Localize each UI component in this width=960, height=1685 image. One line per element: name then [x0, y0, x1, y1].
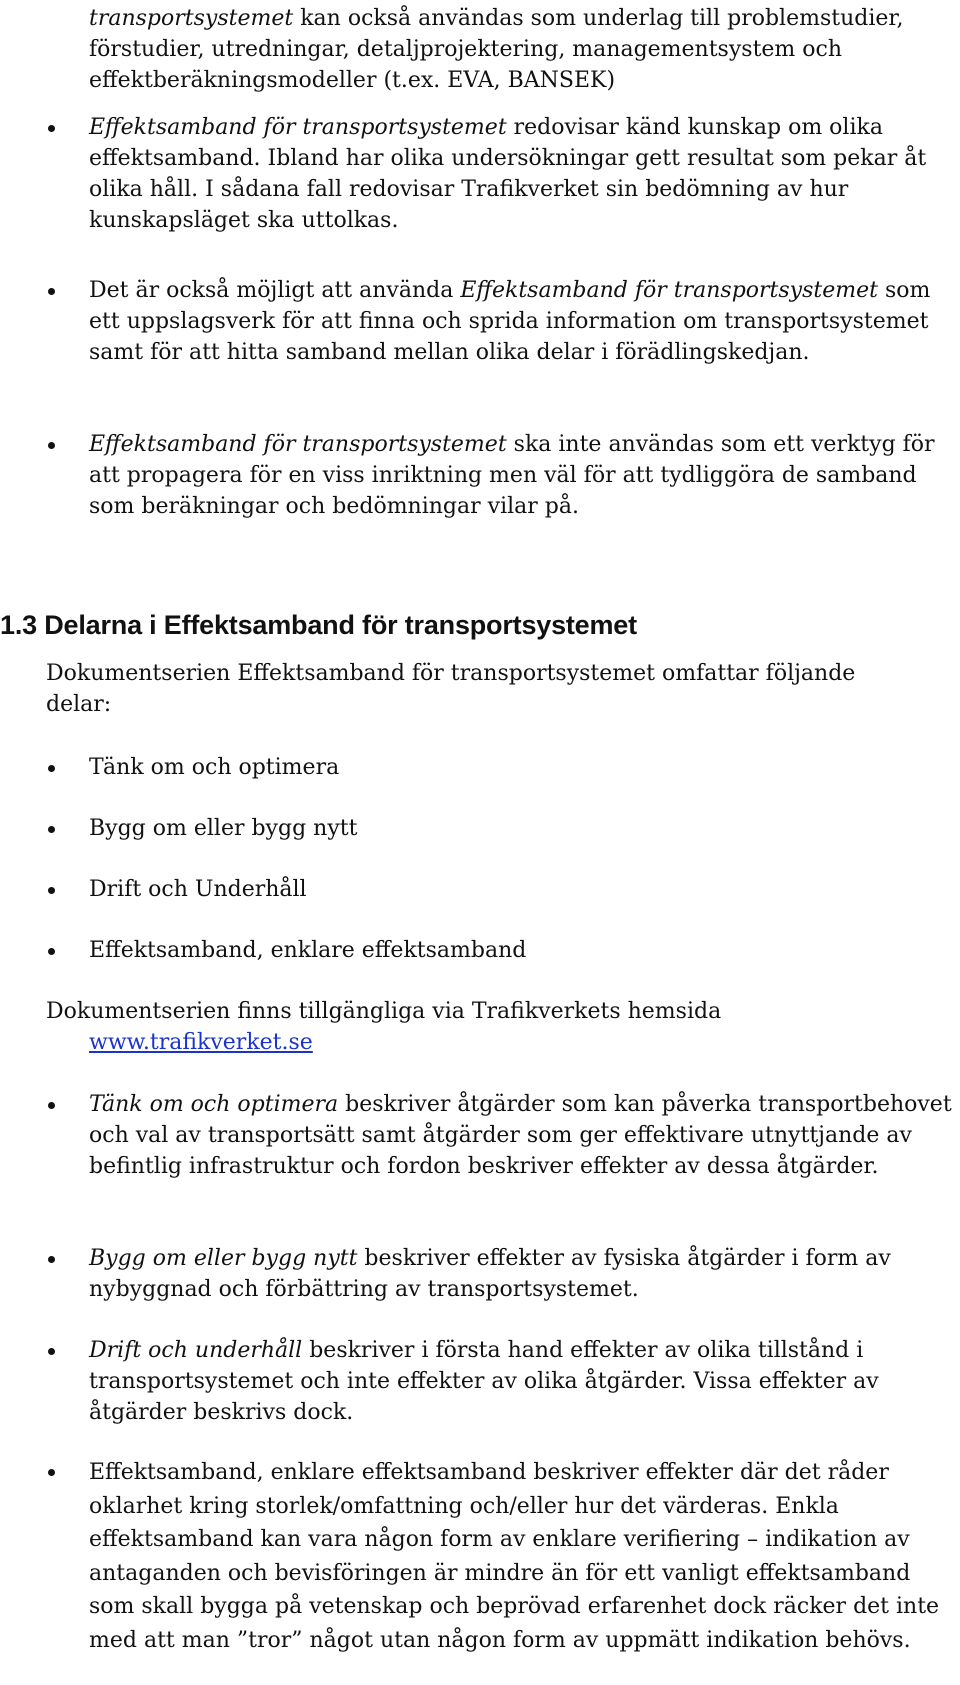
list-item-text: Effektsamband för transportsystemet ska inte användas som ett verktyg för att propagera för en viss inriktning men väl för att tydliggöra de samband som beräkningar och bedömningar vilar på.	[89, 432, 935, 519]
bullet-icon	[48, 826, 55, 833]
emphasis-term: transportsystemet	[89, 6, 294, 31]
availability-paragraph: Dokumentserien finns tillgängliga via Trafikverkets hemsida www.trafikverket.se	[46, 999, 722, 1055]
continuation-paragraph: transportsystemet kan också användas som underlag till problemstudier, förstudier, utredningar, detaljprojektering, managementsystem och effektberäkningsmodeller (t.ex. EVA, BANSEK)	[89, 6, 904, 93]
bullet-icon	[48, 125, 55, 132]
bullet-icon	[48, 948, 55, 955]
bullet-icon	[48, 887, 55, 894]
bullet-icon	[48, 765, 55, 772]
trafikverket-link[interactable]: www.trafikverket.se	[89, 1030, 313, 1055]
document-page: transportsystemet kan också användas som underlag till problemstudier, förstudier, utredningar, detaljprojektering, managementsystem och effektberäkningsmodeller (t.ex. EVA, BANSEK) Effektsamband för transportsystemet redovisar känd kunskap om olika effektsamband. Ibland har olika undersökningar gett resultat som pekar åt olika håll. I sådana fall redovisar Trafikverket sin bedömning av hur kunskapsläget ska uttolkas. Det är också möjligt att använda Effektsamband för transportsystemet som ett uppslagsverk för att finna och sprida information om transportsystemet samt för att hitta samband mellan olika delar i förädlingskedjan. Effektsamband för transportsystemet ska inte användas som ett verktyg för att propagera för en viss inriktning men väl för att tydliggöra de samband som beräkningar och bedömningar vilar på. 1.3 Delarna i Effektsamband för transportsystemet Dokumentserien Effektsamband för transportsystemet omfattar följande delar: Tänk om och optimera Bygg om eller bygg nytt Drift och Underhåll Effektsamband, enklare effektsamband Dokumentserien finns tillgängliga via Trafikverkets hemsida www.trafikverket.se Tänk om och optimera beskriver åtgärder som kan påverka transportbehovet och val av transportsätt samt åtgärder som ger effektivare utnyttjande av befintlig infrastruktur och fordon beskriver effekter av dessa åtgärder. Bygg om eller bygg nytt beskriver effekter av fysiska åtgärder i form av nybyggnad och förbättring av transportsystemet. Drift och underhåll beskriver i första hand effekter av olika tillstånd i transportsystemet och inte effekter av olika åtgärder. Vissa effekter av åtgärder beskrivs dock. Effektsamband, enklare effektsamband beskriver effekter där det råder oklarhet kring storlek/omfattning och/eller hur det värderas. Enkla effektsamband kan vara någon form av enklare verifiering – indikation av antaganden och bevisföringen är mindre än för ett vanligt effektsamband som skall bygga på vetenskap och beprövad erfarenhet dock räcker det inte med att man ”tror” något utan någon form av uppmätt indikation behövs.	[0, 0, 960, 1685]
bullet-icon	[48, 442, 55, 449]
list-item-text: Tänk om och optimera beskriver åtgärder som kan påverka transportbehovet och val av transportsätt samt åtgärder som ger effektivare utnyttjande av befintlig infrastruktur och fordon beskriver effekter av dessa åtgärder.	[89, 1092, 952, 1179]
list-item-text: Effektsamband, enklare effektsamband beskriver effekter där det råder oklarhet kring storlek/omfattning och/eller hur det värderas. Enkla effektsamband kan vara någon form av enklare verifiering – indikation av antaganden och bevisföringen är mindre än för ett vanligt effektsamband som skall bygga på vetenskap och beprövad erfarenhet dock räcker det inte med att man ”tror” något utan någon form av uppmätt indikation behövs.	[89, 1460, 940, 1653]
section-intro: Dokumentserien Effektsamband för transportsystemet omfattar följande delar:	[46, 661, 856, 717]
bullet-icon	[48, 1469, 55, 1476]
list-item-text: Drift och underhåll beskriver i första hand effekter av olika tillstånd i transportsystemet och inte effekter av olika åtgärder. Vissa effekter av åtgärder beskrivs dock.	[89, 1338, 879, 1425]
bullet-icon	[48, 1102, 55, 1109]
list-item-text: Effektsamband för transportsystemet redovisar känd kunskap om olika effektsamband. Ibland har olika undersökningar gett resultat som pekar åt olika håll. I sådana fall redovisar Trafikverket sin bedömning av hur kunskapsläget ska uttolkas.	[89, 115, 927, 233]
section-heading: 1.3 Delarna i Effektsamband för transportsystemet	[0, 610, 637, 640]
bullet-icon	[48, 1348, 55, 1355]
list-item-text: Bygg om eller bygg nytt beskriver effekter av fysiska åtgärder i form av nybyggnad och förbättring av transportsystemet.	[89, 1246, 891, 1302]
bullet-icon	[48, 288, 55, 295]
bullet-icon	[48, 1256, 55, 1263]
list-item-text: Det är också möjligt att använda Effektsamband för transportsystemet som ett uppslagsverk för att finna och sprida information om transportsystemet samt för att hitta samband mellan olika delar i förädlingskedjan.	[89, 278, 931, 365]
